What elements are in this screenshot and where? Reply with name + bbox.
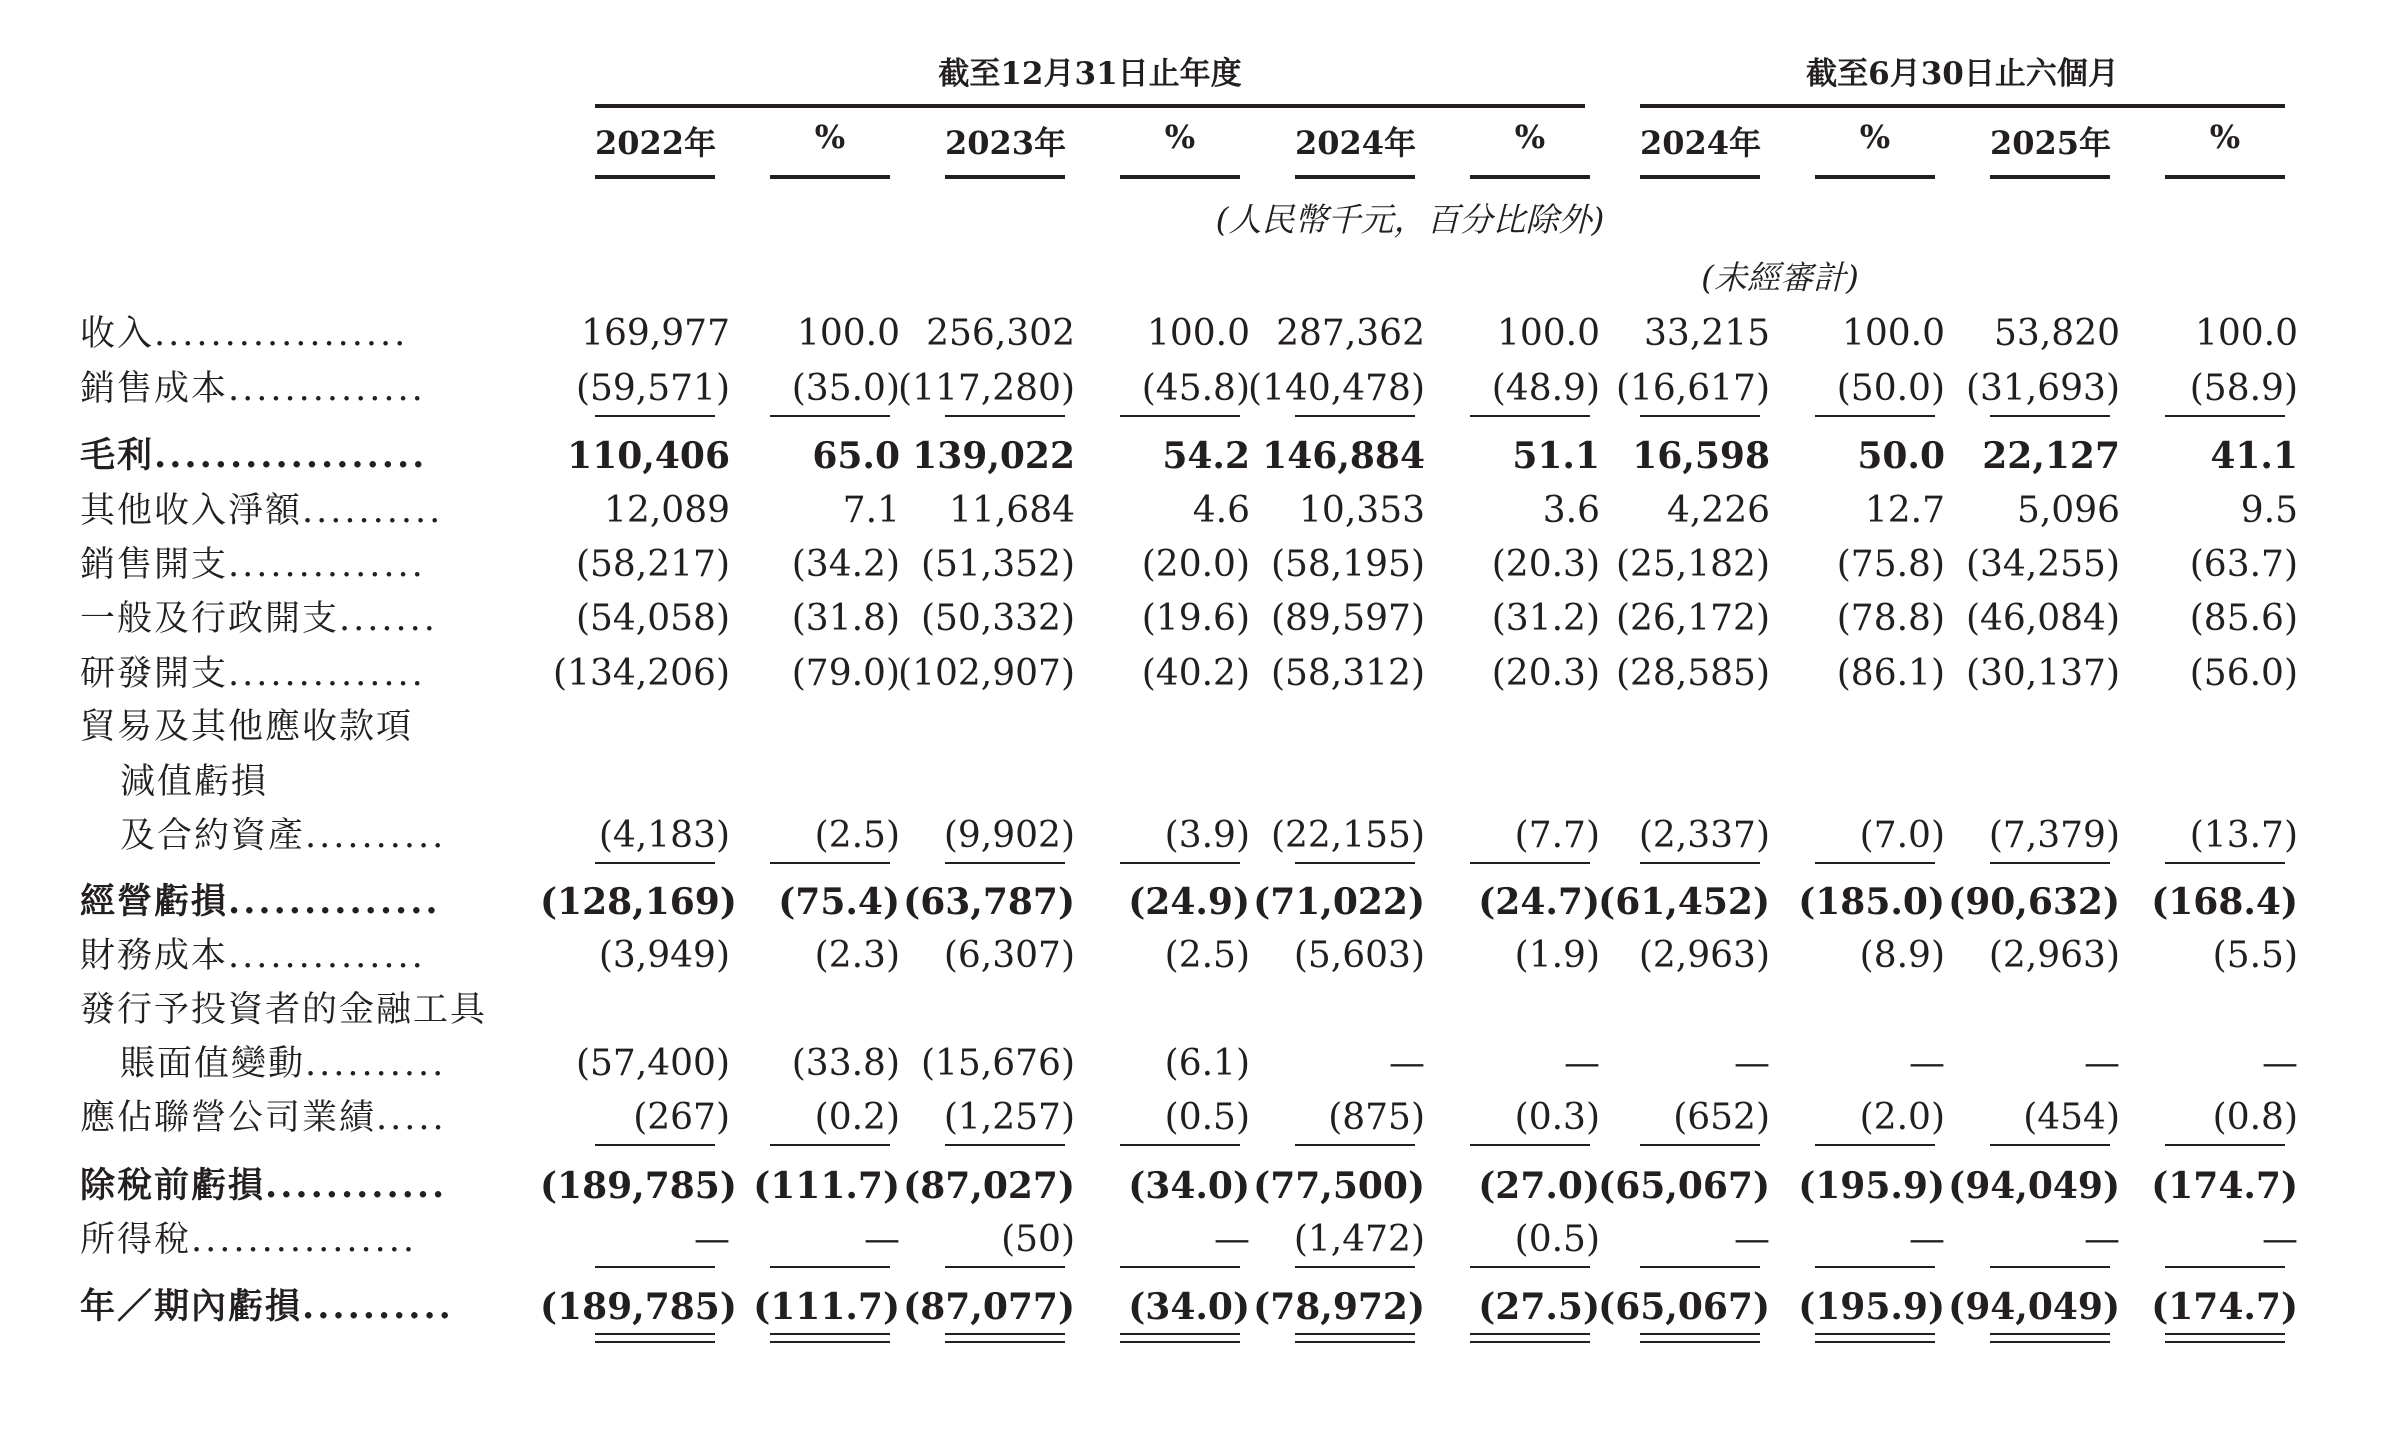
table-row [0, 812, 2402, 860]
subtotal-underline [1295, 862, 1415, 864]
subtotal-underline [1640, 1266, 1760, 1268]
value-cell: (2.0) [1859, 1097, 1945, 1138]
value-cell: (0.5) [1514, 1219, 1600, 1260]
total-double-underline [595, 1333, 715, 1343]
value-cell: 139,022 [912, 435, 1075, 477]
value-cell: 12.7 [1864, 490, 1945, 531]
row-leader-dots: .............. [228, 881, 441, 922]
subtotal-underline [2165, 1266, 2285, 1268]
value-cell: (3.9) [1164, 815, 1250, 856]
column-header: 2024年 [1640, 124, 1762, 162]
group-header-annual: 截至12月31日止年度 [938, 56, 1242, 92]
value-cell: — [694, 1219, 730, 1260]
value-cell: (50.0) [1836, 368, 1945, 409]
subtotal-underline [1640, 862, 1760, 864]
row-leader-dots: .......... [302, 491, 444, 531]
table-row [0, 541, 2402, 589]
column-header: % [1164, 118, 1196, 156]
value-cell: (174.7) [2151, 1165, 2298, 1207]
value-cell: 7.1 [842, 490, 900, 531]
row-label-text: 及合約資產 [120, 816, 306, 856]
row-leader-dots: .............. [228, 369, 426, 409]
column-header: % [1514, 118, 1546, 156]
value-cell: (45.8) [1141, 368, 1250, 409]
value-cell: (78,972) [1253, 1286, 1425, 1328]
column-header-rule [770, 175, 890, 179]
value-cell: (1.9) [1514, 935, 1600, 976]
row-leader-dots: .............. [228, 654, 426, 694]
column-header-rule [1295, 175, 1415, 179]
value-cell: (58,217) [575, 544, 730, 585]
value-cell: (87,027) [903, 1165, 1075, 1207]
subtotal-underline [945, 862, 1065, 864]
value-cell: 9.5 [2240, 490, 2298, 531]
column-header: % [2209, 118, 2241, 156]
value-cell: (65,067) [1598, 1165, 1770, 1207]
value-cell: (195.9) [1798, 1286, 1945, 1328]
value-cell: (2.3) [814, 935, 900, 976]
row-label-text: 經營虧損 [80, 881, 229, 922]
subtotal-underline [770, 862, 890, 864]
subtotal-underline [1470, 1144, 1590, 1146]
row-label [80, 878, 441, 926]
row-label [80, 1216, 417, 1264]
value-cell: (24.7) [1478, 881, 1600, 923]
value-cell: 51.1 [1512, 435, 1600, 477]
value-cell: (87,077) [903, 1286, 1075, 1328]
row-label [120, 812, 446, 860]
row-label-text: 所得稅 [80, 1220, 192, 1260]
value-cell: (94,049) [1948, 1286, 2120, 1328]
value-cell: 100.0 [2194, 313, 2298, 354]
subtotal-underline [1120, 862, 1240, 864]
row-label [120, 1040, 446, 1088]
subtotal-underline [595, 862, 715, 864]
column-header-rule [1990, 175, 2110, 179]
table-row [0, 487, 2402, 535]
value-cell: (20.0) [1141, 544, 1250, 585]
row-label-text: 除稅前虧損 [80, 1165, 266, 1206]
row-label [80, 703, 413, 751]
total-double-underline [1990, 1333, 2110, 1343]
table-row [0, 1040, 2402, 1088]
row-label [80, 310, 408, 358]
value-cell: (2.5) [1164, 935, 1250, 976]
value-cell: (79.0) [791, 653, 900, 694]
row-label-text: 研發開支 [80, 654, 229, 694]
subtotal-underline [1990, 1144, 2110, 1146]
table-row [0, 986, 2402, 1034]
row-label-text: 賬面值變動 [120, 1044, 306, 1084]
value-cell: (195.9) [1798, 1165, 1945, 1207]
column-header: 2025年 [1990, 124, 2112, 162]
value-cell: (57,400) [575, 1043, 730, 1084]
row-label-text: 銷售開支 [80, 545, 229, 585]
column-header-rule [2165, 175, 2285, 179]
value-cell: (75.4) [778, 881, 900, 923]
value-cell: (15,676) [920, 1043, 1075, 1084]
value-cell: 4.6 [1192, 490, 1250, 531]
value-cell: 11,684 [949, 490, 1075, 531]
subtotal-underline [770, 1266, 890, 1268]
value-cell: (7,379) [1988, 815, 2120, 856]
row-label [80, 650, 426, 698]
subtotal-underline [1295, 415, 1415, 417]
value-cell: (168.4) [2151, 881, 2298, 923]
row-label-text: 收入 [80, 314, 155, 354]
total-double-underline [1470, 1333, 1590, 1343]
row-label-text: 發行予投資者的金融工具 [80, 990, 488, 1030]
row-label [80, 1162, 447, 1210]
row-leader-dots: .............. [228, 936, 426, 976]
value-cell: (75.8) [1836, 544, 1945, 585]
value-cell: (31.8) [791, 598, 900, 639]
row-leader-dots: ............ [265, 1165, 448, 1206]
value-cell: 3.6 [1542, 490, 1600, 531]
value-cell: (7.7) [1514, 815, 1600, 856]
row-label-text: 銷售成本 [80, 369, 229, 409]
value-cell: (89,597) [1270, 598, 1425, 639]
value-cell: 100.0 [796, 313, 900, 354]
value-cell: — [2262, 1219, 2298, 1260]
row-leader-dots: .......... [305, 816, 447, 856]
total-double-underline [770, 1333, 890, 1343]
subtotal-underline [1120, 415, 1240, 417]
subtotal-underline [1990, 415, 2110, 417]
value-cell: (7.0) [1859, 815, 1945, 856]
row-label [80, 595, 438, 643]
value-cell: (20.3) [1491, 653, 1600, 694]
table-row [0, 878, 2402, 926]
value-cell: (174.7) [2151, 1286, 2298, 1328]
value-cell: (0.5) [1164, 1097, 1250, 1138]
subtotal-underline [945, 415, 1065, 417]
value-cell: 22,127 [1982, 435, 2120, 477]
subtotal-underline [2165, 862, 2285, 864]
row-label [80, 986, 487, 1034]
value-cell: 110,406 [567, 435, 730, 477]
unit-note: (人民幣千元，百分比除外) [1215, 200, 1605, 239]
value-cell: (35.0) [791, 368, 900, 409]
column-header-rule [945, 175, 1065, 179]
value-cell: 100.0 [1496, 313, 1600, 354]
value-cell: (58.9) [2189, 368, 2298, 409]
subtotal-underline [595, 415, 715, 417]
value-cell: 53,820 [1994, 313, 2120, 354]
value-cell: (27.5) [1478, 1286, 1600, 1328]
value-cell: 5,096 [2016, 490, 2120, 531]
total-double-underline [2165, 1333, 2285, 1343]
table-row [0, 703, 2402, 751]
row-label [80, 1094, 447, 1142]
row-label-text: 減值虧損 [120, 762, 269, 802]
value-cell: (25,182) [1615, 544, 1770, 585]
value-cell: (111.7) [753, 1165, 900, 1207]
total-double-underline [945, 1333, 1065, 1343]
value-cell: (51,352) [920, 544, 1075, 585]
value-cell: — [1564, 1043, 1600, 1084]
value-cell: (86.1) [1836, 653, 1945, 694]
value-cell: 65.0 [812, 435, 900, 477]
value-cell: (189,785) [540, 1286, 737, 1328]
value-cell: (48.9) [1491, 368, 1600, 409]
subtotal-underline [770, 1144, 890, 1146]
value-cell: 16,598 [1632, 435, 1770, 477]
column-header: % [814, 118, 846, 156]
row-leader-dots: ................ [191, 1220, 418, 1260]
value-cell: (102,907) [898, 653, 1075, 694]
value-cell: (26,172) [1615, 598, 1770, 639]
subtotal-underline [1470, 862, 1590, 864]
value-cell: (40.2) [1141, 653, 1250, 694]
column-header: % [1859, 118, 1891, 156]
value-cell: (8.9) [1859, 935, 1945, 976]
row-label [120, 758, 268, 806]
row-label-text: 毛利 [80, 435, 155, 476]
column-header-rule [1815, 175, 1935, 179]
value-cell: (1,472) [1293, 1219, 1425, 1260]
subtotal-underline [1815, 415, 1935, 417]
group-header-interim-rule [1640, 104, 2285, 108]
value-cell: (0.2) [814, 1097, 900, 1138]
value-cell: (34,255) [1965, 544, 2120, 585]
subtotal-underline [1990, 1266, 2110, 1268]
subtotal-underline [1120, 1144, 1240, 1146]
value-cell: (78.8) [1836, 598, 1945, 639]
row-label [80, 432, 427, 480]
row-label-text: 年／期內虧損 [80, 1286, 303, 1327]
subtotal-underline [1470, 415, 1590, 417]
value-cell: (875) [1328, 1097, 1425, 1138]
subtotal-underline [595, 1144, 715, 1146]
subtotal-underline [1990, 862, 2110, 864]
value-cell: (16,617) [1615, 368, 1770, 409]
group-header-interim: 截至6月30日止六個月 [1806, 56, 2119, 92]
value-cell: (58,195) [1270, 544, 1425, 585]
value-cell: (454) [2023, 1097, 2120, 1138]
value-cell: (65,067) [1598, 1286, 1770, 1328]
value-cell: (31.2) [1491, 598, 1600, 639]
value-cell: 33,215 [1644, 313, 1770, 354]
value-cell: 169,977 [581, 313, 730, 354]
value-cell: (58,312) [1270, 653, 1425, 694]
table-row [0, 1216, 2402, 1264]
subtotal-underline [2165, 415, 2285, 417]
value-cell: 256,302 [926, 313, 1075, 354]
column-header: 2023年 [945, 124, 1067, 162]
table-row [0, 432, 2402, 480]
subtotal-underline [1815, 1266, 1935, 1268]
subtotal-underline [595, 1266, 715, 1268]
subtotal-underline [945, 1144, 1065, 1146]
table-row [0, 365, 2402, 413]
table-row [0, 932, 2402, 980]
value-cell: (59,571) [575, 368, 730, 409]
value-cell: (3,949) [598, 935, 730, 976]
value-cell: (9,902) [943, 815, 1075, 856]
table-row [0, 595, 2402, 643]
unaudited-note: (未經審計) [1701, 258, 1859, 297]
table-row [0, 1283, 2402, 1331]
value-cell: (33.8) [791, 1043, 900, 1084]
row-leader-dots: .......... [302, 1286, 454, 1327]
value-cell: (50) [1001, 1219, 1075, 1260]
row-label-text: 其他收入淨額 [80, 491, 303, 531]
value-cell: 4,226 [1666, 490, 1770, 531]
value-cell: (90,632) [1948, 881, 2120, 923]
value-cell: (140,478) [1248, 368, 1425, 409]
value-cell: — [1214, 1219, 1250, 1260]
subtotal-underline [1295, 1144, 1415, 1146]
subtotal-underline [1640, 1144, 1760, 1146]
row-leader-dots: .................. [154, 314, 409, 354]
subtotal-underline [945, 1266, 1065, 1268]
value-cell: (267) [633, 1097, 730, 1138]
value-cell: (94,049) [1948, 1165, 2120, 1207]
value-cell: (189,785) [540, 1165, 737, 1207]
value-cell: (134,206) [553, 653, 730, 694]
row-label-text: 財務成本 [80, 936, 229, 976]
value-cell: 287,362 [1276, 313, 1425, 354]
value-cell: (85.6) [2189, 598, 2298, 639]
total-double-underline [1815, 1333, 1935, 1343]
total-double-underline [1640, 1333, 1760, 1343]
table-row [0, 310, 2402, 358]
column-header: 2022年 [595, 124, 717, 162]
value-cell: (6.1) [1164, 1043, 1250, 1084]
subtotal-underline [1640, 415, 1760, 417]
value-cell: (2,963) [1988, 935, 2120, 976]
value-cell: 41.1 [2210, 435, 2298, 477]
table-row [0, 758, 2402, 806]
value-cell: (63.7) [2189, 544, 2298, 585]
row-label [80, 541, 426, 589]
value-cell: (13.7) [2189, 815, 2298, 856]
value-cell: (2.5) [814, 815, 900, 856]
value-cell: (652) [1673, 1097, 1770, 1138]
value-cell: — [2262, 1043, 2298, 1084]
subtotal-underline [770, 415, 890, 417]
value-cell: 146,884 [1262, 435, 1425, 477]
value-cell: (34.2) [791, 544, 900, 585]
value-cell: (50,332) [920, 598, 1075, 639]
subtotal-underline [1815, 1144, 1935, 1146]
column-header-rule [1120, 175, 1240, 179]
value-cell: (1,257) [943, 1097, 1075, 1138]
value-cell: (128,169) [540, 881, 737, 923]
value-cell: — [2084, 1219, 2120, 1260]
value-cell: (31,693) [1965, 368, 2120, 409]
row-leader-dots: .......... [305, 1044, 447, 1084]
value-cell: (28,585) [1615, 653, 1770, 694]
value-cell: (71,022) [1253, 881, 1425, 923]
value-cell: (6,307) [943, 935, 1075, 976]
value-cell: (4,183) [598, 815, 730, 856]
row-leader-dots: ..... [376, 1098, 447, 1138]
value-cell: (27.0) [1478, 1165, 1600, 1207]
total-double-underline [1295, 1333, 1415, 1343]
value-cell: — [864, 1219, 900, 1260]
row-label-text: 貿易及其他應收款項 [80, 707, 414, 747]
value-cell: (30,137) [1965, 653, 2120, 694]
value-cell: (56.0) [2189, 653, 2298, 694]
row-leader-dots: .................. [154, 435, 428, 476]
value-cell: (117,280) [898, 368, 1075, 409]
row-label [80, 487, 443, 535]
group-header-annual-rule [595, 104, 1585, 108]
value-cell: (46,084) [1965, 598, 2120, 639]
value-cell: 100.0 [1841, 313, 1945, 354]
value-cell: (19.6) [1141, 598, 1250, 639]
row-leader-dots: .............. [228, 545, 426, 585]
subtotal-underline [2165, 1144, 2285, 1146]
row-label [80, 932, 426, 980]
value-cell: (185.0) [1798, 881, 1945, 923]
total-double-underline [1120, 1333, 1240, 1343]
value-cell: 54.2 [1162, 435, 1250, 477]
row-leader-dots: ....... [339, 599, 438, 639]
value-cell: (20.3) [1491, 544, 1600, 585]
column-header-rule [595, 175, 715, 179]
column-header-rule [1470, 175, 1590, 179]
row-label-text: 應佔聯營公司業績 [80, 1098, 377, 1138]
row-label-text: 一般及行政開支 [80, 599, 340, 639]
row-label [80, 1283, 454, 1331]
row-label [80, 365, 426, 413]
value-cell: (0.3) [1514, 1097, 1600, 1138]
table-row [0, 1162, 2402, 1210]
value-cell: (5,603) [1293, 935, 1425, 976]
value-cell: (2,337) [1638, 815, 1770, 856]
value-cell: 12,089 [604, 490, 730, 531]
subtotal-underline [1815, 862, 1935, 864]
value-cell: — [1734, 1219, 1770, 1260]
value-cell: (54,058) [575, 598, 730, 639]
value-cell: (111.7) [753, 1286, 900, 1328]
value-cell: (34.0) [1128, 1165, 1250, 1207]
column-header: 2024年 [1295, 124, 1417, 162]
value-cell: (0.8) [2212, 1097, 2298, 1138]
value-cell: — [1389, 1043, 1425, 1084]
table-row [0, 1094, 2402, 1142]
value-cell: (2,963) [1638, 935, 1770, 976]
value-cell: (34.0) [1128, 1286, 1250, 1328]
value-cell: — [1909, 1219, 1945, 1260]
value-cell: — [1734, 1043, 1770, 1084]
value-cell: — [1909, 1043, 1945, 1084]
value-cell: (77,500) [1253, 1165, 1425, 1207]
value-cell: — [2084, 1043, 2120, 1084]
column-header-rule [1640, 175, 1760, 179]
value-cell: (61,452) [1598, 881, 1770, 923]
subtotal-underline [1295, 1266, 1415, 1268]
value-cell: 50.0 [1857, 435, 1945, 477]
subtotal-underline [1470, 1266, 1590, 1268]
value-cell: (24.9) [1128, 881, 1250, 923]
value-cell: (22,155) [1270, 815, 1425, 856]
subtotal-underline [1120, 1266, 1240, 1268]
value-cell: 100.0 [1146, 313, 1250, 354]
value-cell: (5.5) [2212, 935, 2298, 976]
value-cell: 10,353 [1299, 490, 1425, 531]
value-cell: (63,787) [903, 881, 1075, 923]
table-row [0, 650, 2402, 698]
